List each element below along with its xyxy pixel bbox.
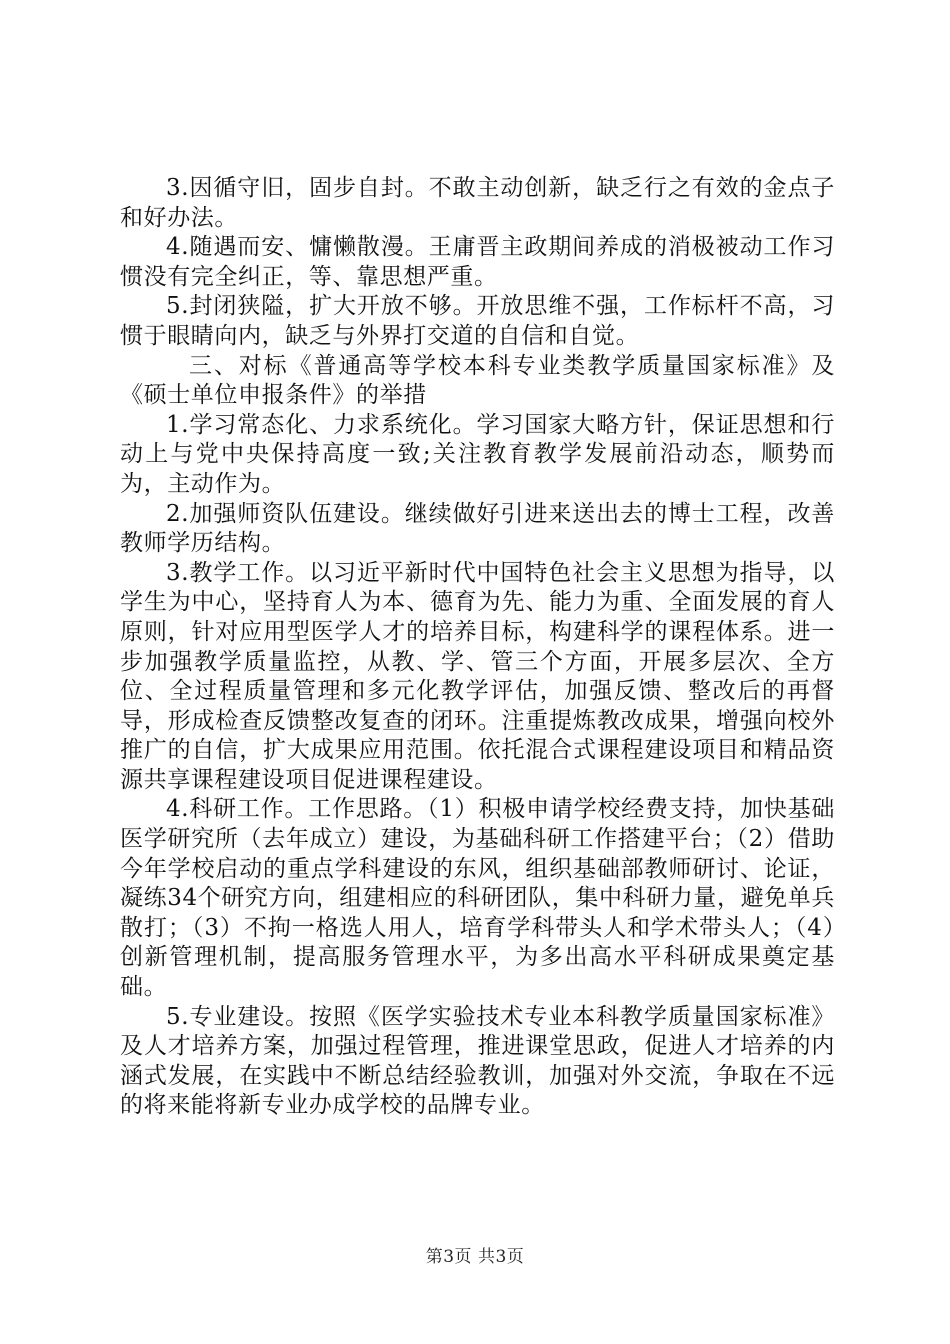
paragraph-problem-5: 5.封闭狭隘，扩大开放不够。开放思维不强，工作标杆不高，习惯于眼睛向内，缺乏与外界打交道的自信和自觉。 [120,293,835,349]
paragraph-measure-1: 1.学习常态化、力求系统化。学习国家大略方针，保证思想和行动上与党中央保持高度一致;关注教育教学发展前沿动态，顺势而为，主动作为。 [120,411,835,497]
paragraph-problem-3: 3.因循守旧，固步自封。不敢主动创新，缺乏行之有效的金点子和好办法。 [120,175,835,231]
paragraph-measure-2: 2.加强师资队伍建设。继续做好引进来送出去的博士工程，改善教师学历结构。 [120,500,835,557]
section-heading-measures: 三、对标《普通高等学校本科专业类教学质量国家标准》及《硕士单位申报条件》的举措 [120,352,835,409]
page-footer: 第3页 共3页 [425,1247,525,1267]
paragraph-measure-3: 3.教学工作。以习近平新时代中国特色社会主义思想为指导，以学生为中心，坚持育人为本、德育为先、能力为重、全面发展的育人原则，针对应用型医学人才的培养目标，构建科学的课程体系。进一步加强教学质量监控，从教、学、管三个方面，开展多层次、全方位、全过程质量管理和多元化教学评估，加强反馈、整改后的再督导，形成检查反馈整改复查的闭环。注重提炼教改成果，增强向校外推广的自信，扩大成果应用范围。依托混合式课程建设项目和精品资源共享课程建设项目促进课程建设。 [120,559,835,793]
paragraph-measure-4: 4.科研工作。工作思路。（1）积极申请学校经费支持，加快基础医学研究所（去年成立）建设，为基础科研工作搭建平台；（2）借助今年学校启动的重点学科建设的东风，组织基础部教师研讨、论证，凝练34个研究方向，组建相应的科研团队，集中科研力量，避免单兵散打；（3）不拘一格选人用人，培育学科带头人和学术带头人；（4）创新管理机制，提高服务管理水平，为多出高水平科研成果奠定基础。 [120,796,835,1001]
paragraph-measure-5: 5.专业建设。按照《医学实验技术专业本科教学质量国家标准》及人才培养方案，加强过程管理，推进课堂思政，促进人才培养的内涵式发展，在实践中不断总结经验教训，加强对外交流，争取在不远的将来能将新专业办成学校的品牌专业。 [120,1003,835,1119]
document-body [120,174,835,1121]
paragraph-problem-4: 4.随遇而安、慵懒散漫。王庸晋主政期间养成的消极被动工作习惯没有完全纠正，等、靠思想严重。 [120,234,835,290]
